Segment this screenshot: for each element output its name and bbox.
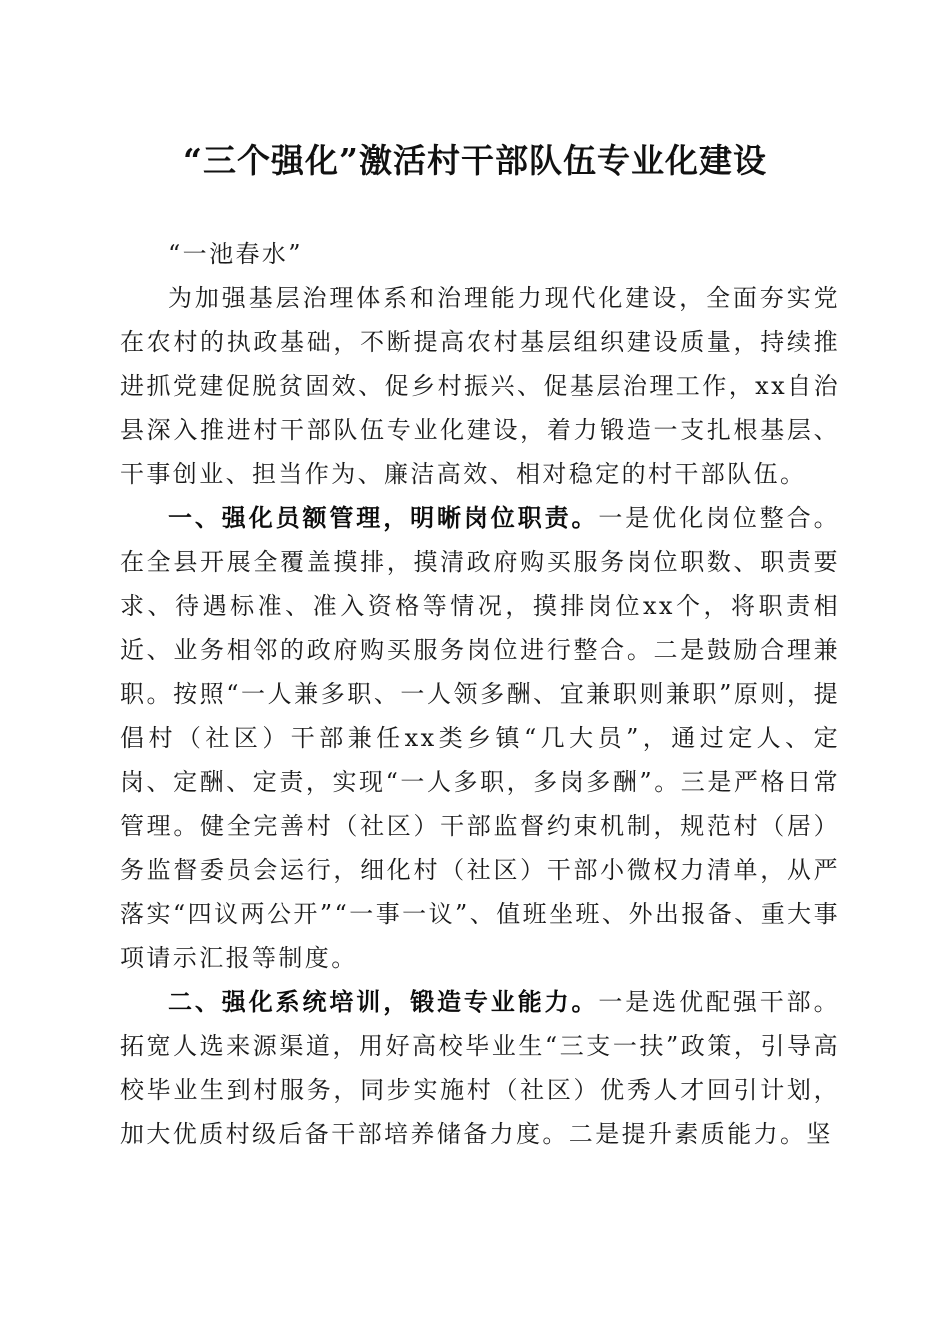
section-1-heading: 一、强化员额管理，明晰岗位职责。 bbox=[168, 503, 599, 532]
section-2-heading: 二、强化系统培训，锻造专业能力。 bbox=[168, 987, 599, 1016]
intro-paragraph: 为加强基层治理体系和治理能力现代化建设，全面夯实党在农村的执政基础，不断提高农村基层组织建设质量，持续推进抓党建促脱贫固效、促乡村振兴、促基层治理工作，xx自治县深入推进村干部队伍专业化建设，着力锻造一支扎根基层、干事创业、担当作为、廉洁高效、相对稳定的村干部队伍。 bbox=[120, 284, 840, 488]
section-1-paragraph bbox=[120, 496, 840, 980]
section-1-body: 一是优化岗位整合。在全县开展全覆盖摸排，摸清政府购买服务岗位职数、职责要求、待遇标准、准入资格等情况，摸排岗位xx个，将职责相近、业务相邻的政府购买服务岗位进行整合。二是鼓励合理兼职。按照“一人兼多职、一人领多酬、宜兼职则兼职”原则，提倡村（社区）干部兼任xx类乡镇“几大员”，通过定人、定岗、定酬、定责，实现“一人多职，多岗多酬”。三是严格日常管理。健全完善村（社区）干部监督约束机制，规范村（居）务监督委员会运行，细化村（社区）干部小微权力清单，从严落实“四议两公开”“一事一议”、值班坐班、外出报备、重大事项请示汇报等制度。 bbox=[120, 504, 840, 972]
section-2-paragraph bbox=[120, 980, 840, 1156]
author-line: “一池春水” bbox=[168, 240, 303, 268]
document-title: “三个强化”激活村干部队伍专业化建设 bbox=[183, 141, 767, 180]
section-2-body: 一是选优配强干部。拓宽人选来源渠道，用好高校毕业生“三支一扶”政策，引导高校毕业生到村服务，同步实施村（社区）优秀人才回引计划，加大优质村级后备干部培养储备力度。二是提升素质能力。坚 bbox=[120, 988, 840, 1148]
document-body bbox=[120, 232, 840, 1156]
